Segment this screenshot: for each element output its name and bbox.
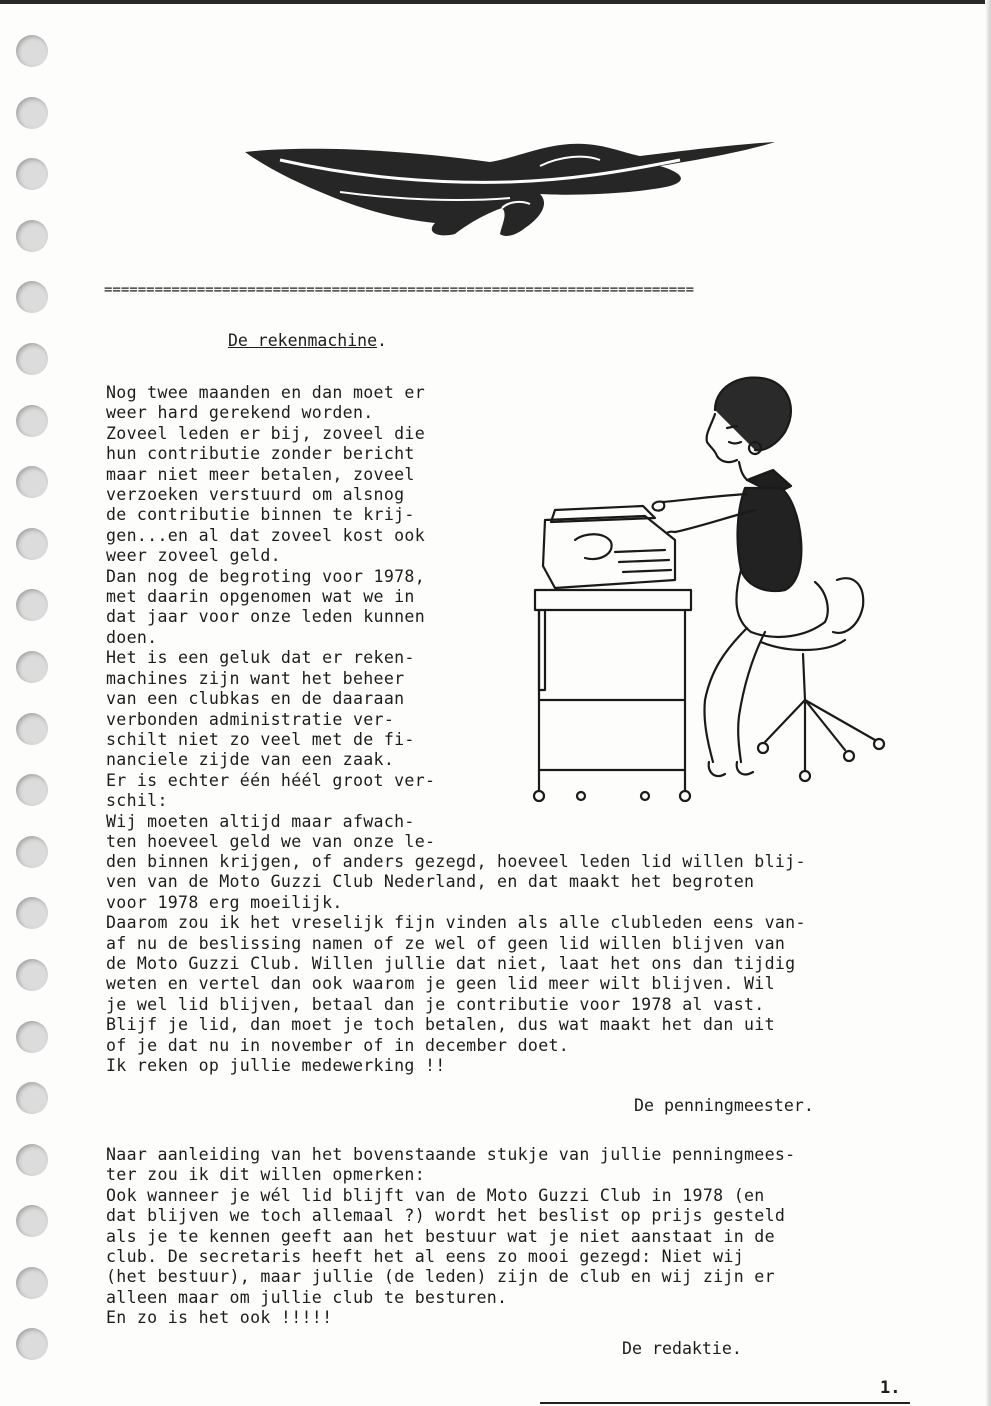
text-line: ten hoeveel geld we van onze le- (106, 831, 436, 851)
page-number: 1. (880, 1378, 901, 1398)
text-line: weten en vertel dan ook waarom je geen lid meer wilt blijven. Wil (106, 974, 775, 994)
text-line: Nog twee maanden en dan moet er (106, 383, 425, 402)
text-line: met daarin opgenomen wat we in (106, 587, 415, 607)
text-line: schilt niet zo veel met de fi- (106, 729, 415, 749)
binder-hole (16, 1267, 48, 1299)
binder-hole (16, 1021, 48, 1053)
text-line: dat blijven we toch allemaal ?) wordt het beslist op prijs gesteld (106, 1206, 786, 1226)
text-line: Wij moeten altijd maar afwach- (106, 811, 415, 831)
page-top-edge (0, 0, 991, 4)
text-line: ter zou ik dit willen opmerken: (106, 1165, 425, 1185)
text-line: maar niet meer betalen, zoveel (106, 464, 415, 484)
text-line: Dan nog de begroting voor 1978, (106, 566, 425, 586)
text-line: gen...en al dat zoveel kost ook (106, 525, 425, 545)
binder-hole (16, 1205, 48, 1237)
binder-hole (16, 405, 48, 437)
binder-hole (16, 220, 48, 252)
text-line: af nu de beslissing namen of ze wel of geen lid willen blijven van (106, 933, 786, 953)
text-line: weer zoveel geld. (106, 546, 281, 566)
article-column-text (106, 383, 435, 852)
binder-hole (16, 713, 48, 745)
binder-hole (16, 897, 48, 929)
binder-hole (16, 774, 48, 806)
article-title-text: De rekenmachine (228, 331, 378, 350)
binder-hole (16, 343, 48, 375)
editorial-signature: De redaktie. (622, 1339, 742, 1358)
binder-hole (16, 1144, 48, 1176)
page-right-edge (985, 0, 991, 1406)
text-line: schil: (106, 791, 168, 811)
binder-hole (16, 97, 48, 129)
text-line: Zoveel leden er bij, zoveel die (106, 423, 425, 443)
reply-body-text (106, 1145, 795, 1329)
article-title-punct: . (377, 331, 387, 350)
text-line: alleen maar om jullie club te besturen. (106, 1287, 508, 1307)
treasurer-signature: De penningmeester. (634, 1096, 814, 1115)
text-line: als je te kennen geeft aan het bestuur wat je niet aanstaat in de (106, 1226, 775, 1246)
text-line: van een clubkas en de daaraan (106, 689, 405, 709)
text-line: den binnen krijgen, of anders gezegd, hoeveel leden lid willen blij- (106, 852, 806, 871)
text-line: En zo is het ook !!!!! (106, 1308, 333, 1328)
text-line: ven van de Moto Guzzi Club Nederland, en dat maakt het begroten (106, 872, 755, 892)
footer-rule (540, 1402, 910, 1404)
eagle-logo (240, 138, 780, 248)
text-line: Daarom zou ik het vreselijk fijn vinden als alle clubleden eens van- (106, 913, 806, 933)
text-line: de Moto Guzzi Club. Willen jullie dat niet, laat het ons dan tijdig (106, 954, 796, 974)
text-line: doen. (106, 627, 158, 647)
text-line: verzoeken verstuurd om alsnog (106, 485, 405, 505)
binder-holes (16, 35, 56, 1390)
binder-hole (16, 466, 48, 498)
text-line: nanciele zijde van een zaak. (106, 750, 395, 770)
text-line: voor 1978 erg moeilijk. (106, 892, 343, 912)
typist-illustration (515, 370, 900, 830)
article-body-text (106, 852, 806, 1076)
text-line: machines zijn want het beheer (106, 668, 405, 688)
binder-hole (16, 35, 48, 67)
text-line: (het bestuur), maar jullie (de leden) zijn de club en wij zijn er (106, 1267, 775, 1287)
binder-hole (16, 158, 48, 190)
text-line: club. De secretaris heeft het al eens zo mooi gezegd: Niet wij (106, 1247, 744, 1267)
divider-line: ====================================================================== (104, 282, 695, 298)
binder-hole (16, 1328, 48, 1360)
text-line: verbonden administratie ver- (106, 709, 395, 729)
text-line: weer hard gerekend worden. (106, 403, 374, 423)
text-line: Het is een geluk dat er reken- (106, 648, 415, 668)
binder-hole (16, 589, 48, 621)
text-line: je wel lid blijven, betaal dan je contributie voor 1978 al vast. (106, 994, 765, 1014)
text-line: Naar aanleiding van het bovenstaande stukje van jullie penningmees- (106, 1145, 796, 1164)
binder-hole (16, 836, 48, 868)
binder-hole (16, 281, 48, 313)
text-line: Ik reken op jullie medewerking !! (106, 1056, 446, 1076)
binder-hole (16, 528, 48, 560)
text-line: Ook wanneer je wél lid blijft van de Moto Guzzi Club in 1978 (en (106, 1185, 765, 1205)
text-line: Blijf je lid, dan moet je toch betalen, dus wat maakt het dan uit (106, 1015, 775, 1035)
binder-hole (16, 651, 48, 683)
text-line: hun contributie zonder bericht (106, 444, 415, 464)
binder-hole (16, 1082, 48, 1114)
article-title (228, 331, 387, 350)
binder-hole (16, 959, 48, 991)
text-line: of je dat nu in november of in december doet. (106, 1035, 570, 1055)
text-line: Er is echter één héél groot ver- (106, 770, 436, 790)
text-line: dat jaar voor onze leden kunnen (106, 607, 425, 627)
text-line: de contributie binnen te krij- (106, 505, 415, 525)
